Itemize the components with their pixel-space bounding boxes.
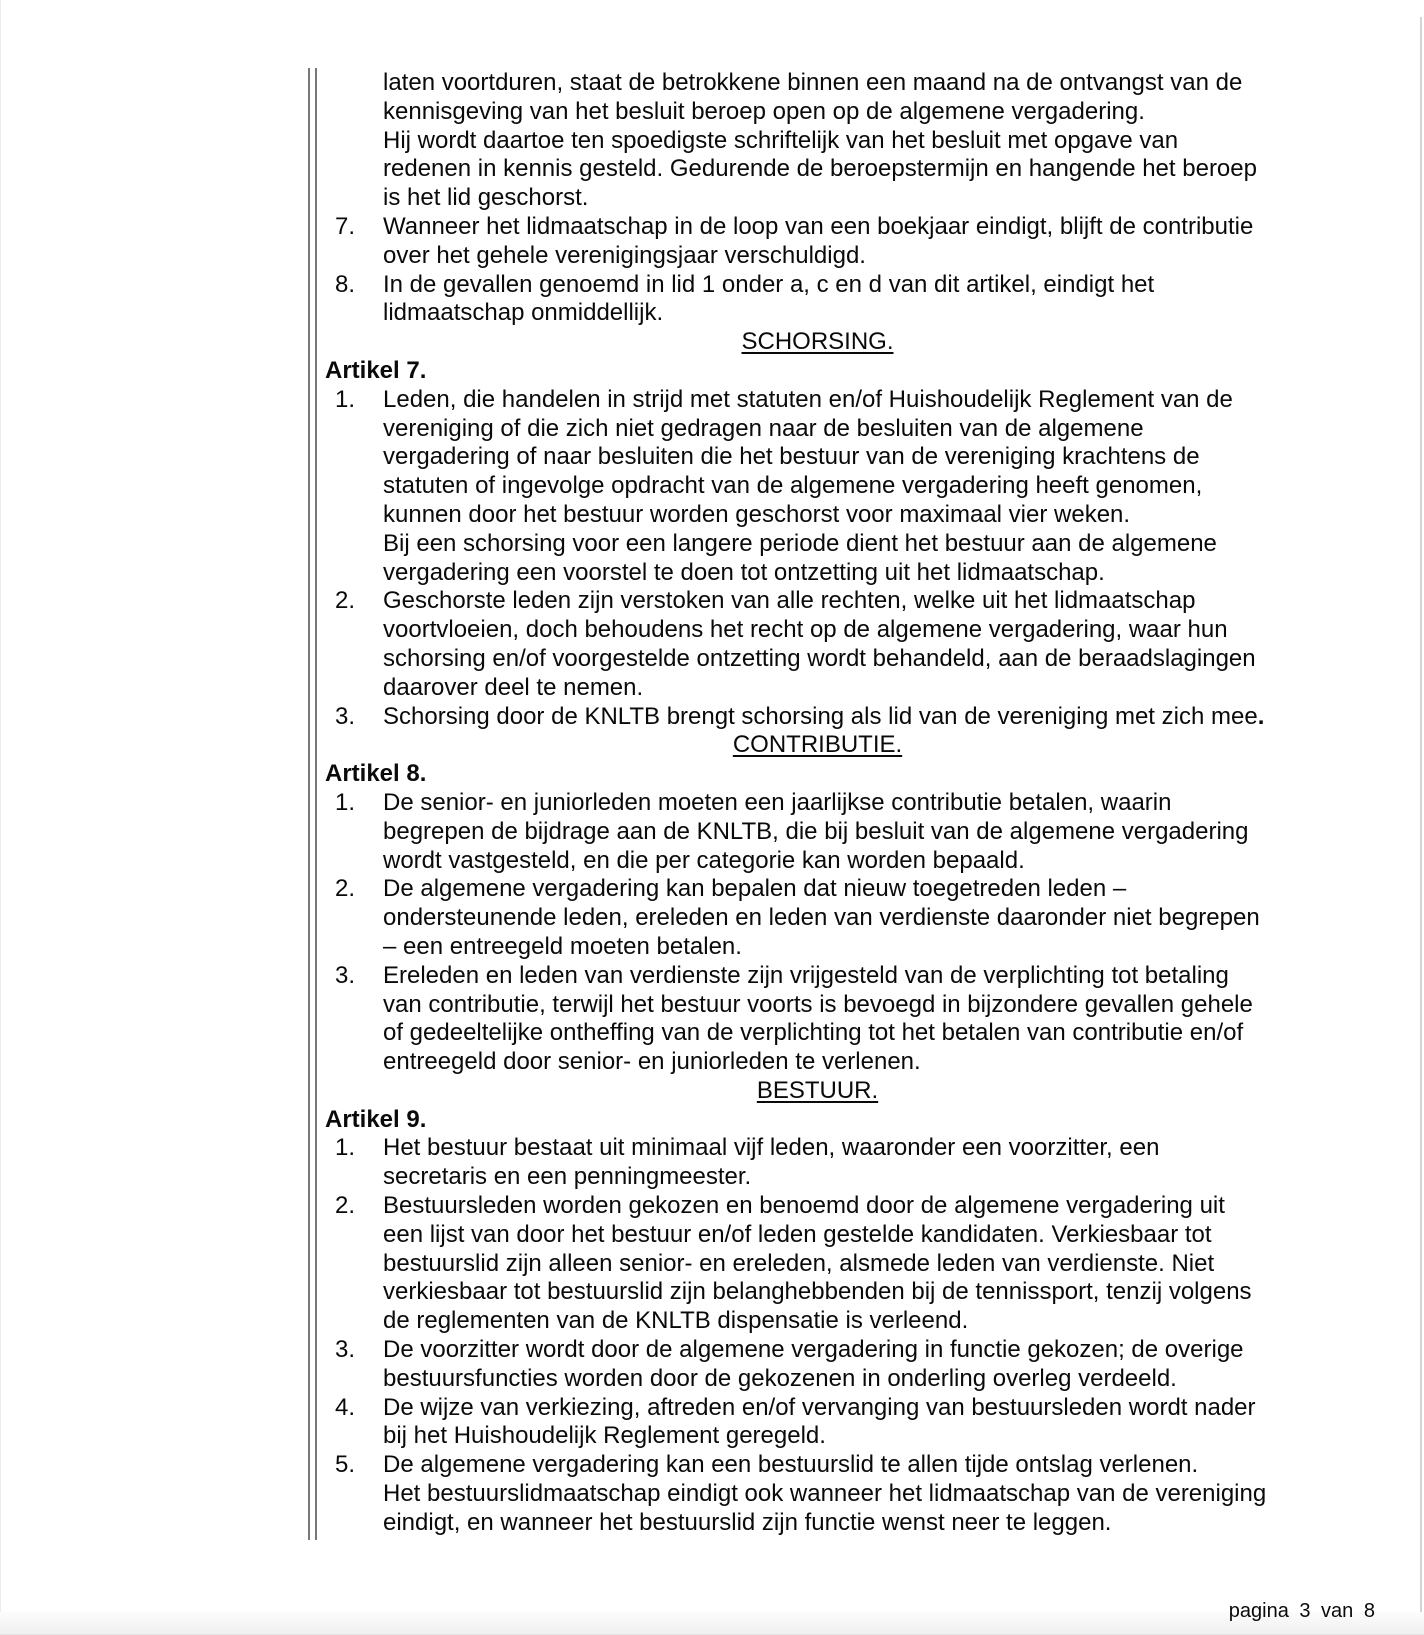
list-item-text: een lijst van door het bestuur en/of leden gestelde kandidaten. Verkiesbaar tot [383,1220,1212,1248]
list-item-number: 2. [335,875,356,903]
list-item-text: eindigt, en wanneer het bestuurslid zijn functie wenst neer te leggen. [383,1508,1112,1536]
list-item-line [311,703,1324,732]
list-item-line [311,242,1324,271]
list-item-line [311,904,1324,933]
list-item-number: 1. [335,385,356,413]
list-item-text: In de gevallen genoemd in lid 1 onder a, c en d van dit artikel, eindigt het [383,270,1155,298]
list-item-line [311,155,1324,184]
list-item-line [311,501,1324,530]
list-item-number: 3. [335,1336,356,1364]
list-item-text: redenen in kennis gesteld. Gedurende de beroepstermijn en hangende het beroep [383,155,1257,183]
list-item-line [311,127,1324,156]
list-item-text: Bij een schorsing voor een langere periode dient het bestuur aan de algemene [383,529,1217,557]
list-item-text: of gedeeltelijke ontheffing van de verplichting tot het betalen van contributie en/of [383,1019,1244,1047]
document-body [311,69,1324,1538]
list-item-text: verkiesbaar tot bestuurslid zijn belanghebbenden bij de tennissport, tenzij volgens [383,1278,1252,1306]
list-item-number: 8. [335,270,356,298]
page-right-edge [1420,17,1422,1635]
list-item-text: vergadering een voorstel te doen tot ontzetting uit het lidmaatschap. [383,558,1105,586]
list-item-line [311,299,1324,328]
list-item-line [311,1048,1324,1077]
list-item-line [311,69,1324,98]
article-heading: Artikel 9. [325,1105,427,1133]
list-item-text: bij het Huishoudelijk Reglement geregeld. [383,1422,826,1450]
list-item-text: schorsing en/of voorgestelde ontzetting wordt behandeld, aan de beraadslagingen [383,644,1256,672]
section-heading [311,1077,1324,1106]
list-item-line [311,962,1324,991]
section-heading-text: CONTRIBUTIE. [732,731,903,759]
section-heading-text: SCHORSING. [741,328,894,356]
list-item-line [311,184,1324,213]
list-item-text: bestuurslid zijn alleen senior- en ereleden, alsmede leden van verdienste. Niet [383,1249,1215,1277]
list-item-line [311,991,1324,1020]
list-item-text: Het bestuurslidmaatschap eindigt ook wanneer het lidmaatschap van de vereniging [383,1480,1267,1508]
list-item-text: De voorzitter wordt door de algemene vergadering in functie gekozen; de overige [383,1336,1244,1364]
list-item-line [311,847,1324,876]
list-item-text: wordt vastgesteld, en die per categorie kan worden bepaald. [383,846,1025,874]
list-item-line [311,213,1324,242]
list-item-line [311,789,1324,818]
list-item-text: Schorsing door de KNLTB brengt schorsing als lid van de vereniging met zich mee [383,702,1258,730]
list-item-line [311,818,1324,847]
list-item-text: vergadering of naar besluiten die het bestuur van de vereniging krachtens de [383,443,1200,471]
list-item-number: 7. [335,212,356,240]
list-item-line [311,1134,1324,1163]
list-item-line [311,674,1324,703]
list-item-text: van contributie, terwijl het bestuur voorts is bevoegd in bijzondere gevallen gehele [383,990,1253,1018]
list-item-text: Leden, die handelen in strijd met statuten en/of Huishoudelijk Reglement van de [383,385,1233,413]
list-item-text: statuten of ingevolge opdracht van de algemene vergadering heeft genomen, [383,472,1203,500]
list-item-text: daarover deel te nemen. [383,673,644,701]
list-item-text: over het gehele verenigingsjaar verschuldigd. [383,241,866,269]
list-item-line [311,616,1324,645]
list-item-line [311,386,1324,415]
list-item-text: de reglementen van de KNLTB dispensatie is verleend. [383,1307,969,1335]
list-item-line [311,587,1324,616]
list-item-line [311,443,1324,472]
list-item-line [311,933,1324,962]
list-item-line [311,1394,1324,1423]
list-item-line [311,1422,1324,1451]
list-item-line [311,98,1324,127]
list-item-text: entreegeld door senior- en juniorleden te verlenen. [383,1048,921,1076]
list-item-line [311,1192,1324,1221]
list-item-text: Bestuursleden worden gekozen en benoemd door de algemene vergadering uit [383,1192,1225,1220]
list-item-text: laten voortduren, staat de betrokkene binnen een maand na de ontvangst van de [383,69,1243,96]
list-item-number: 2. [335,587,356,615]
list-item-line [311,1480,1324,1509]
list-item-text: De algemene vergadering kan bepalen dat nieuw toegetreden leden – [383,875,1127,903]
list-item-text: ondersteunende leden, ereleden en leden van verdienste daaronder niet begrepen [383,904,1260,932]
list-item-text: De senior- en juniorleden moeten een jaarlijkse contributie betalen, waarin [383,788,1172,816]
list-item-text: De wijze van verkiezing, aftreden en/of vervanging van bestuursleden wordt nader [383,1393,1256,1421]
list-item-number: 5. [335,1451,356,1479]
section-heading [311,328,1324,357]
list-item-line [311,645,1324,674]
list-item-line [311,875,1324,904]
list-item-text: bestuursfuncties worden door de gekozenen in onderling overleg verdeeld. [383,1364,1177,1392]
list-item-line [311,1307,1324,1336]
list-item-text: voortvloeien, doch behoudens het recht op de algemene vergadering, waar hun [383,616,1228,644]
list-item-text: kennisgeving van het besluit beroep open op de algemene vergadering. [383,97,1145,125]
section-heading [311,731,1324,760]
list-item-text: De algemene vergadering kan een bestuurslid te allen tijde ontslag verlenen. [383,1451,1199,1479]
list-item-line [311,1221,1324,1250]
list-item-text: secretaris en een penningmeester. [383,1163,752,1191]
list-item-line [311,1451,1324,1480]
list-item-text: Het bestuur bestaat uit minimaal vijf leden, waaronder een voorzitter, een [383,1134,1160,1162]
list-item-text: Wanneer het lidmaatschap in de loop van een boekjaar eindigt, blijft de contributie [383,212,1254,240]
list-item-text: Ereleden en leden van verdienste zijn vrijgesteld van de verplichting tot betaling [383,961,1229,989]
list-item-text: Hij wordt daartoe ten spoedigste schriftelijk van het besluit met opgave van [383,126,1179,154]
list-item-text: – een entreegeld moeten betalen. [383,932,742,960]
list-item-line [311,1336,1324,1365]
list-item-line [311,1278,1324,1307]
bold-period: . [1257,702,1265,730]
list-item-line [311,1250,1324,1279]
list-item-text: vereniging of die zich niet gedragen naar de besluiten van de algemene [383,414,1144,442]
page-left-edge [0,0,1,1635]
list-item-number: 4. [335,1393,356,1421]
list-item-text: lidmaatschap onmiddellijk. [383,299,664,327]
list-item-line [311,1019,1324,1048]
list-item-number: 1. [335,788,356,816]
list-item-text: is het lid geschorst. [383,184,589,212]
list-item-text: kunnen door het bestuur worden geschorst voor maximaal vier weken. [383,500,1131,528]
list-item-number: 1. [335,1134,356,1162]
list-item-number: 3. [335,702,356,730]
list-item-line [311,1509,1324,1538]
list-item-line [311,1365,1324,1394]
list-item-number: 3. [335,961,356,989]
page-bottom-shadow [0,1612,1424,1635]
list-item-text: begrepen de bijdrage aan de KNLTB, die bij besluit van de algemene vergadering [383,817,1249,845]
list-item-line [311,530,1324,559]
list-item-line [311,1163,1324,1192]
list-item-line [311,472,1324,501]
list-item-line [311,559,1324,588]
article-heading: Artikel 7. [325,356,427,384]
list-item-line [311,271,1324,300]
list-item-line [311,415,1324,444]
section-heading-text: BESTUUR. [756,1076,879,1104]
article-heading: Artikel 8. [325,760,427,788]
list-item-number: 2. [335,1192,356,1220]
page-number: pagina 3 van 8 [1228,1600,1375,1622]
list-item-text: Geschorste leden zijn verstoken van alle rechten, welke uit het lidmaatschap [383,587,1196,615]
